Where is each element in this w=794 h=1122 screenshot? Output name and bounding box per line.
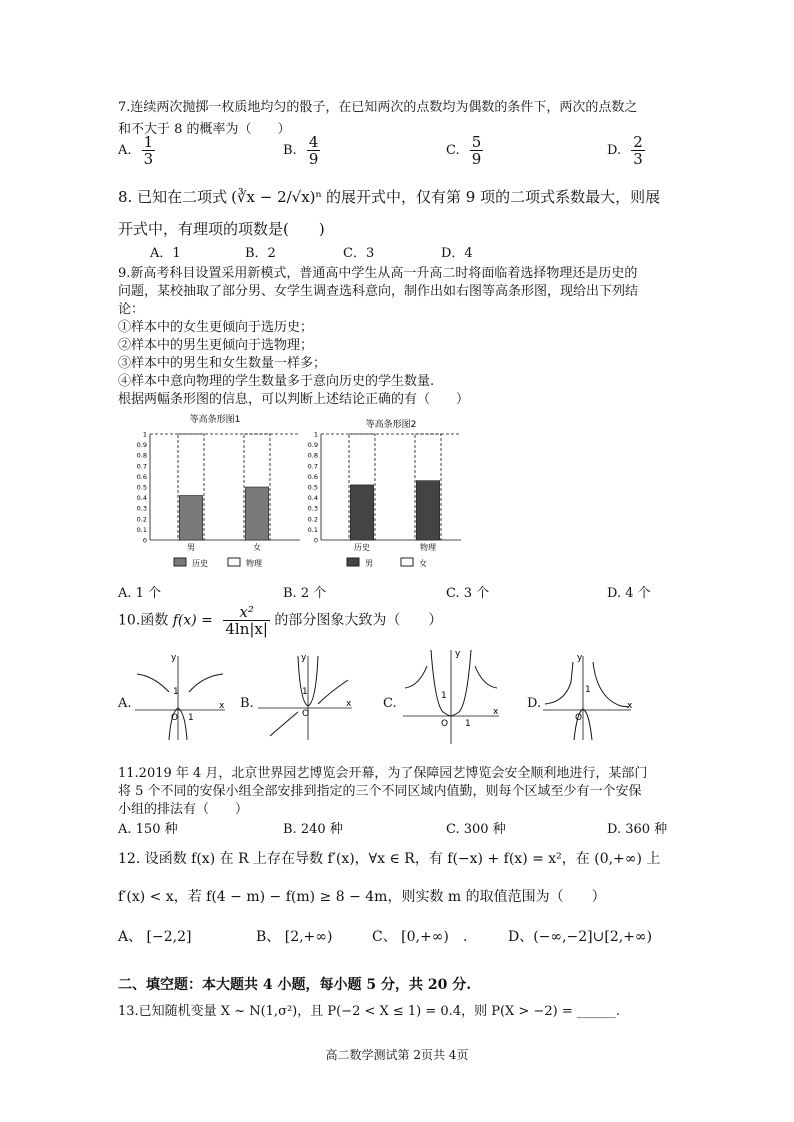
q9-statement-1: ①样本中的女生更倾向于选历史； (118, 320, 314, 335)
svg-text:1: 1 (188, 713, 194, 723)
q12-option-d: D、(−∞,−2]∪[2,+∞) (508, 929, 653, 945)
chart2-category-0: 历史 (354, 543, 370, 552)
chart1-legend-label-1: 物理 (246, 559, 262, 568)
chart2-legend-swatch-1 (401, 558, 413, 566)
chart2-legend-label-1: 女 (419, 559, 427, 568)
graph-d-label: D. (527, 696, 542, 711)
svg-text:O: O (441, 719, 449, 729)
q12-option-a: A、 [−2,2] (118, 929, 192, 945)
q9-stem-line4: 根据两幅条形图的信息，可以判断上述结论正确的有（ ） (118, 392, 470, 407)
q8-stem-line1: 8. 已知在二项式 (∛x − 2/√x)ⁿ 的展开式中，仅有第 9 项的二项式系数最大，则展 (118, 188, 661, 206)
graph-b (256, 652, 356, 742)
chart1-category-0: 男 (187, 543, 195, 552)
svg-text:x: x (627, 701, 633, 711)
chart1-y-tick-4: 0.4 (136, 494, 147, 503)
section-2-heading: 二、填空题：本大题共 4 小题，每小题 5 分，共 20 分. (118, 977, 472, 993)
chart1-legend-swatch-0 (174, 558, 186, 566)
q8-option-a: A．1 (150, 246, 181, 261)
q7-stem-line2: 和不大于 8 的概率为（ ） (118, 122, 291, 137)
q11-stem-line2: 将 5 个不同的安保小组全部安排到指定的三个不同区域内值勤，则每个区域至少有一个安保 (118, 784, 642, 799)
svg-text:1: 1 (302, 687, 308, 697)
svg-text:1: 1 (585, 685, 591, 695)
q9-option-a: A. 1 个 (118, 586, 162, 601)
q12-stem-line2: f′(x) < x，若 f(4 − m) − f(m) ≥ 8 − 4m，则实数 m 的取值范围为（ ） (118, 889, 606, 905)
graph-a (133, 652, 228, 742)
q7-option-d: D. $\frac{2}{3}$ (607, 133, 643, 168)
chart1-y-tick-0: 0 (142, 536, 147, 545)
chart2-legend-label-0: 男 (365, 559, 373, 568)
chart1-y-tick-6: 0.6 (136, 472, 147, 481)
q7-option-b: B. $\frac{4}{9}$ (283, 133, 319, 168)
q9-stem-line1: 9.新高考科目设置采用新模式，普通高中学生从高一升高二时将面临着选择物理还是历史的 (118, 266, 638, 281)
q8-option-c: C．3 (343, 246, 375, 261)
q7-option-a: A. $\frac{1}{3}$ (118, 133, 154, 168)
q12-option-b: B、 [2,+∞) (256, 929, 333, 945)
svg-text:O: O (302, 709, 310, 719)
q11-option-a: A. 150 种 (118, 822, 178, 837)
chart2-y-tick-10: 1 (313, 430, 318, 439)
chart1-y-tick-10: 1 (142, 430, 147, 439)
chart2-y-tick-2: 0.2 (307, 515, 318, 524)
svg-text:y: y (301, 653, 307, 663)
svg-text:1: 1 (465, 719, 471, 729)
svg-text:O: O (575, 713, 583, 723)
chart2-y-tick-5: 0.5 (307, 483, 318, 492)
svg-text:x: x (219, 701, 225, 711)
q9-statement-2: ②样本中的男生更倾向于选物理； (118, 338, 314, 353)
svg-text:1: 1 (441, 691, 447, 701)
chart2-y-tick-7: 0.7 (307, 462, 318, 471)
svg-text:x: x (346, 699, 352, 709)
page-footer: 高二数学测试第 2页共 4页 (325, 1048, 469, 1062)
graph-d (541, 652, 636, 742)
chart1-y-tick-8: 0.8 (136, 451, 147, 460)
svg-text:1: 1 (173, 687, 179, 697)
graph-c (399, 646, 504, 746)
chart2-y-tick-6: 0.6 (307, 472, 318, 481)
q7-option-c: C. $\frac{5}{9}$ (446, 133, 482, 168)
q7-stem-line1: 7.连续两次抛掷一枚质地均匀的骰子，在已知两次的点数均为偶数的条件下，两次的点数之 (118, 100, 638, 115)
graph-c-label: C. (383, 696, 397, 711)
q9-statement-4: ④样本中意向物理的学生数量多于意向历史的学生数量. (118, 374, 435, 389)
q8-stem-line2: 开式中，有理项的项数是( ) (118, 220, 325, 238)
chart2-y-tick-1: 0.1 (307, 525, 318, 534)
q10-stem: 10.函数 f(x) = $\frac{\text{x²}}{4\ln|x|}$ 的部分图象大致为（ ） (118, 603, 443, 638)
chart1-bar-0 (179, 495, 202, 540)
svg-text:y: y (577, 653, 583, 663)
q9-option-c: C. 3 个 (446, 586, 490, 601)
chart2-y-tick-9: 0.9 (307, 441, 318, 450)
chart1-y-tick-7: 0.7 (136, 462, 147, 471)
chart2-bar-0 (350, 485, 373, 540)
q11-option-b: B. 240 种 (283, 822, 343, 837)
svg-text:x: x (493, 707, 499, 717)
q11-stem-line3: 小组的排法有（ ） (118, 802, 249, 817)
graph-b-label: B. (240, 696, 254, 711)
chart1-y-tick-1: 0.1 (136, 525, 147, 534)
chart2-title: 等高条形图2 (365, 420, 417, 430)
chart1-y-tick-2: 0.2 (136, 515, 147, 524)
q11-option-d: D. 360 种 (607, 822, 668, 837)
chart1-legend-swatch-1 (228, 558, 240, 566)
q8-binomial-expression: (∛x − 2/√x)ⁿ (231, 188, 323, 206)
chart1-y-tick-9: 0.9 (136, 441, 147, 450)
svg-text:y: y (455, 649, 461, 659)
q9-stem-line3: 论： (118, 302, 145, 317)
chart2-y-tick-3: 0.3 (307, 504, 318, 513)
chart1-legend-label-0: 历史 (192, 559, 208, 568)
chart1-y-tick-3: 0.3 (136, 504, 147, 513)
q9-stem-line2: 问题，某校抽取了部分男、女学生调查选科意向，制作出如右图等高条形图，现给出下列结 (118, 284, 639, 299)
chart1-title: 等高条形图1 (189, 415, 241, 425)
svg-text:O: O (171, 713, 179, 723)
chart2-y-tick-0: 0 (313, 536, 318, 545)
q8-option-d: D．4 (441, 246, 473, 261)
chart2-legend-swatch-0 (347, 558, 359, 566)
chart2-y-tick-4: 0.4 (307, 494, 318, 503)
q9-statement-3: ③样本中的男生和女生数量一样多； (118, 356, 327, 371)
chart2-category-1: 物理 (420, 543, 436, 552)
chart2-y-tick-8: 0.8 (307, 451, 318, 460)
q11-option-c: C. 300 种 (446, 822, 506, 837)
q12-option-c: C、 [0,+∞) . (372, 929, 468, 945)
bar-chart-2 (303, 410, 473, 570)
bar-chart-1 (120, 410, 305, 570)
chart2-bar-1 (416, 481, 439, 540)
q11-stem-line1: 11.2019 年 4 月，北京世界园艺博览会开幕，为了保障园艺博览会安全顺利地进行，某部门 (118, 766, 648, 781)
q9-option-b: B. 2 个 (283, 586, 327, 601)
graph-a-label: A. (118, 696, 132, 711)
chart1-bar-1 (245, 487, 268, 540)
q8-option-b: B．2 (245, 246, 276, 261)
chart1-y-tick-5: 0.5 (136, 483, 147, 492)
q9-option-d: D. 4 个 (607, 586, 651, 601)
q13-stem: 13.已知随机变量 X ~ N(1,σ²)，且 P(−2 < X ≤ 1) = 0.4，则 P(X > −2) = ______. (118, 1004, 620, 1019)
chart1-category-1: 女 (253, 543, 261, 552)
q12-stem-line1: 12. 设函数 f(x) 在 R 上存在导数 f′(x)，∀x ∈ R，有 f(−x) + f(x) = x²，在 (0,+∞) 上 (118, 851, 661, 867)
svg-text:y: y (171, 653, 177, 663)
